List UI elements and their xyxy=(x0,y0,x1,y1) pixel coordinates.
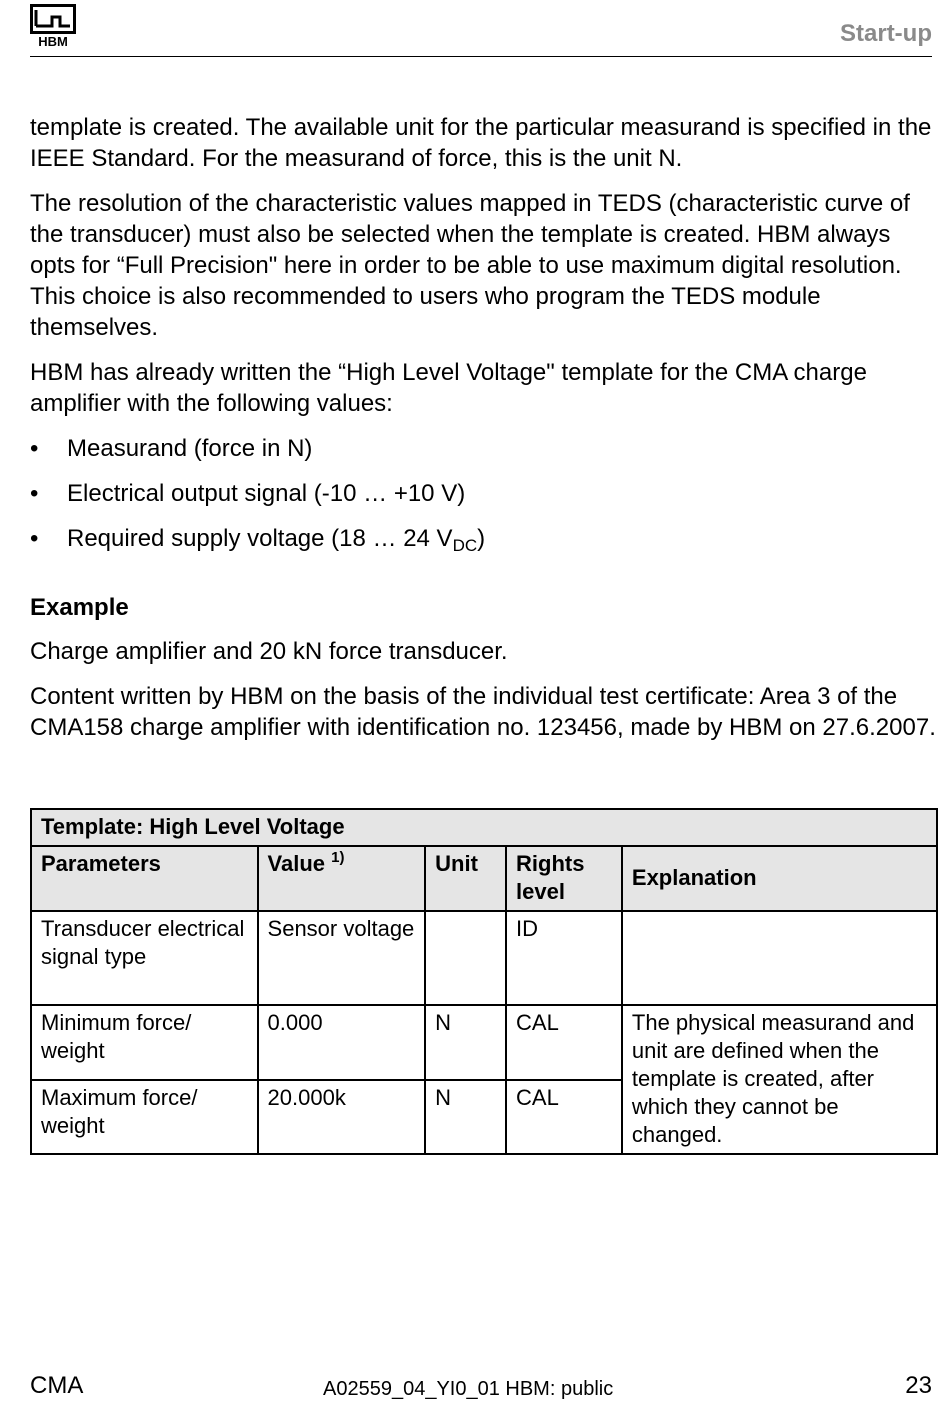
cell-value: Sensor voltage xyxy=(258,911,426,1005)
main-content xyxy=(30,112,936,757)
cell-value: 20.000k xyxy=(258,1080,426,1155)
page-header xyxy=(30,0,932,57)
cell-unit: N xyxy=(425,1005,506,1080)
cell-unit: N xyxy=(425,1080,506,1155)
page-number: 23 xyxy=(905,1372,932,1399)
cell-parameter: Minimum force/ weight xyxy=(31,1005,258,1080)
paragraph-unit-intro: template is created. The available unit for the particular measurand is specified in the IEEE Standard. For the measurand of force, this is the unit N. xyxy=(30,114,932,172)
example-heading: Example xyxy=(30,594,129,621)
column-header-parameters: Parameters xyxy=(31,846,258,911)
cell-value: 0.000 xyxy=(258,1005,426,1080)
cell-rights-level: ID xyxy=(506,911,622,1005)
list-item-text: Electrical output signal (-10 … +10 V) xyxy=(67,480,466,507)
list-item xyxy=(30,523,936,554)
cell-explanation xyxy=(622,911,937,1005)
list-item xyxy=(30,478,936,509)
template-values-list xyxy=(30,433,936,554)
value-footnote-marker: 1) xyxy=(331,849,345,866)
list-item-text: Measurand (force in N) xyxy=(67,435,313,462)
table-header-row xyxy=(31,846,937,911)
column-header-rights-level: Rights level xyxy=(506,846,622,911)
hbm-logo xyxy=(30,4,76,48)
paragraph-resolution: The resolution of the characteristic values mapped in TEDS (characteristic curve of the transducer) must also be selected when the template is created. HBM always opts for “Full Precision" here in order to be able to use maximum digital resolution. This choice is also recommended to users who program the TEDS module themselves. xyxy=(30,190,910,341)
column-header-explanation: Explanation xyxy=(622,846,937,911)
section-title: Start-up xyxy=(840,20,932,47)
table-row xyxy=(31,1005,937,1080)
cell-rights-level: CAL xyxy=(506,1080,622,1155)
bullet-marker: • xyxy=(30,525,39,552)
supply-voltage-text: Required supply voltage (18 … 24 V xyxy=(67,525,453,552)
column-header-unit: Unit xyxy=(425,846,506,911)
bullet-marker: • xyxy=(30,435,39,462)
supply-voltage-subscript: DC xyxy=(452,536,478,555)
example-paragraph: Charge amplifier and 20 kN force transducer. xyxy=(30,638,508,665)
table-row xyxy=(31,911,937,1005)
cell-rights-level: CAL xyxy=(506,1005,622,1080)
cell-parameter: Transducer electrical signal type xyxy=(31,911,258,1005)
list-item xyxy=(30,433,936,464)
cell-parameter: Maximum force/ weight xyxy=(31,1080,258,1155)
footer-document-id: A02559_04_YI0_01 HBM: public xyxy=(323,1378,614,1400)
cell-unit xyxy=(425,911,506,1005)
template-table xyxy=(30,808,938,1155)
paragraph-template-intro: HBM has already written the “High Level Voltage" template for the CMA charge amplifier with the following values: xyxy=(30,359,867,417)
column-header-value xyxy=(258,846,426,911)
page-footer xyxy=(30,1372,932,1404)
supply-voltage-suffix: ) xyxy=(477,525,486,552)
footer-product: CMA xyxy=(30,1372,84,1399)
bullet-marker: • xyxy=(30,480,39,507)
cell-explanation-merged: The physical measurand and unit are defined when the template is created, after which they cannot be changed. xyxy=(622,1005,937,1154)
table-title: Template: High Level Voltage xyxy=(31,809,937,846)
table-title-row xyxy=(31,809,937,846)
logo-text: HBM xyxy=(38,34,68,48)
example-certificate-paragraph: Content written by HBM on the basis of the individual test certificate: Area 3 of the CMA158 charge amplifier with identification no. 123456, made by HBM on 27.6.2007. xyxy=(30,683,936,741)
value-header-label: Value xyxy=(267,851,326,876)
